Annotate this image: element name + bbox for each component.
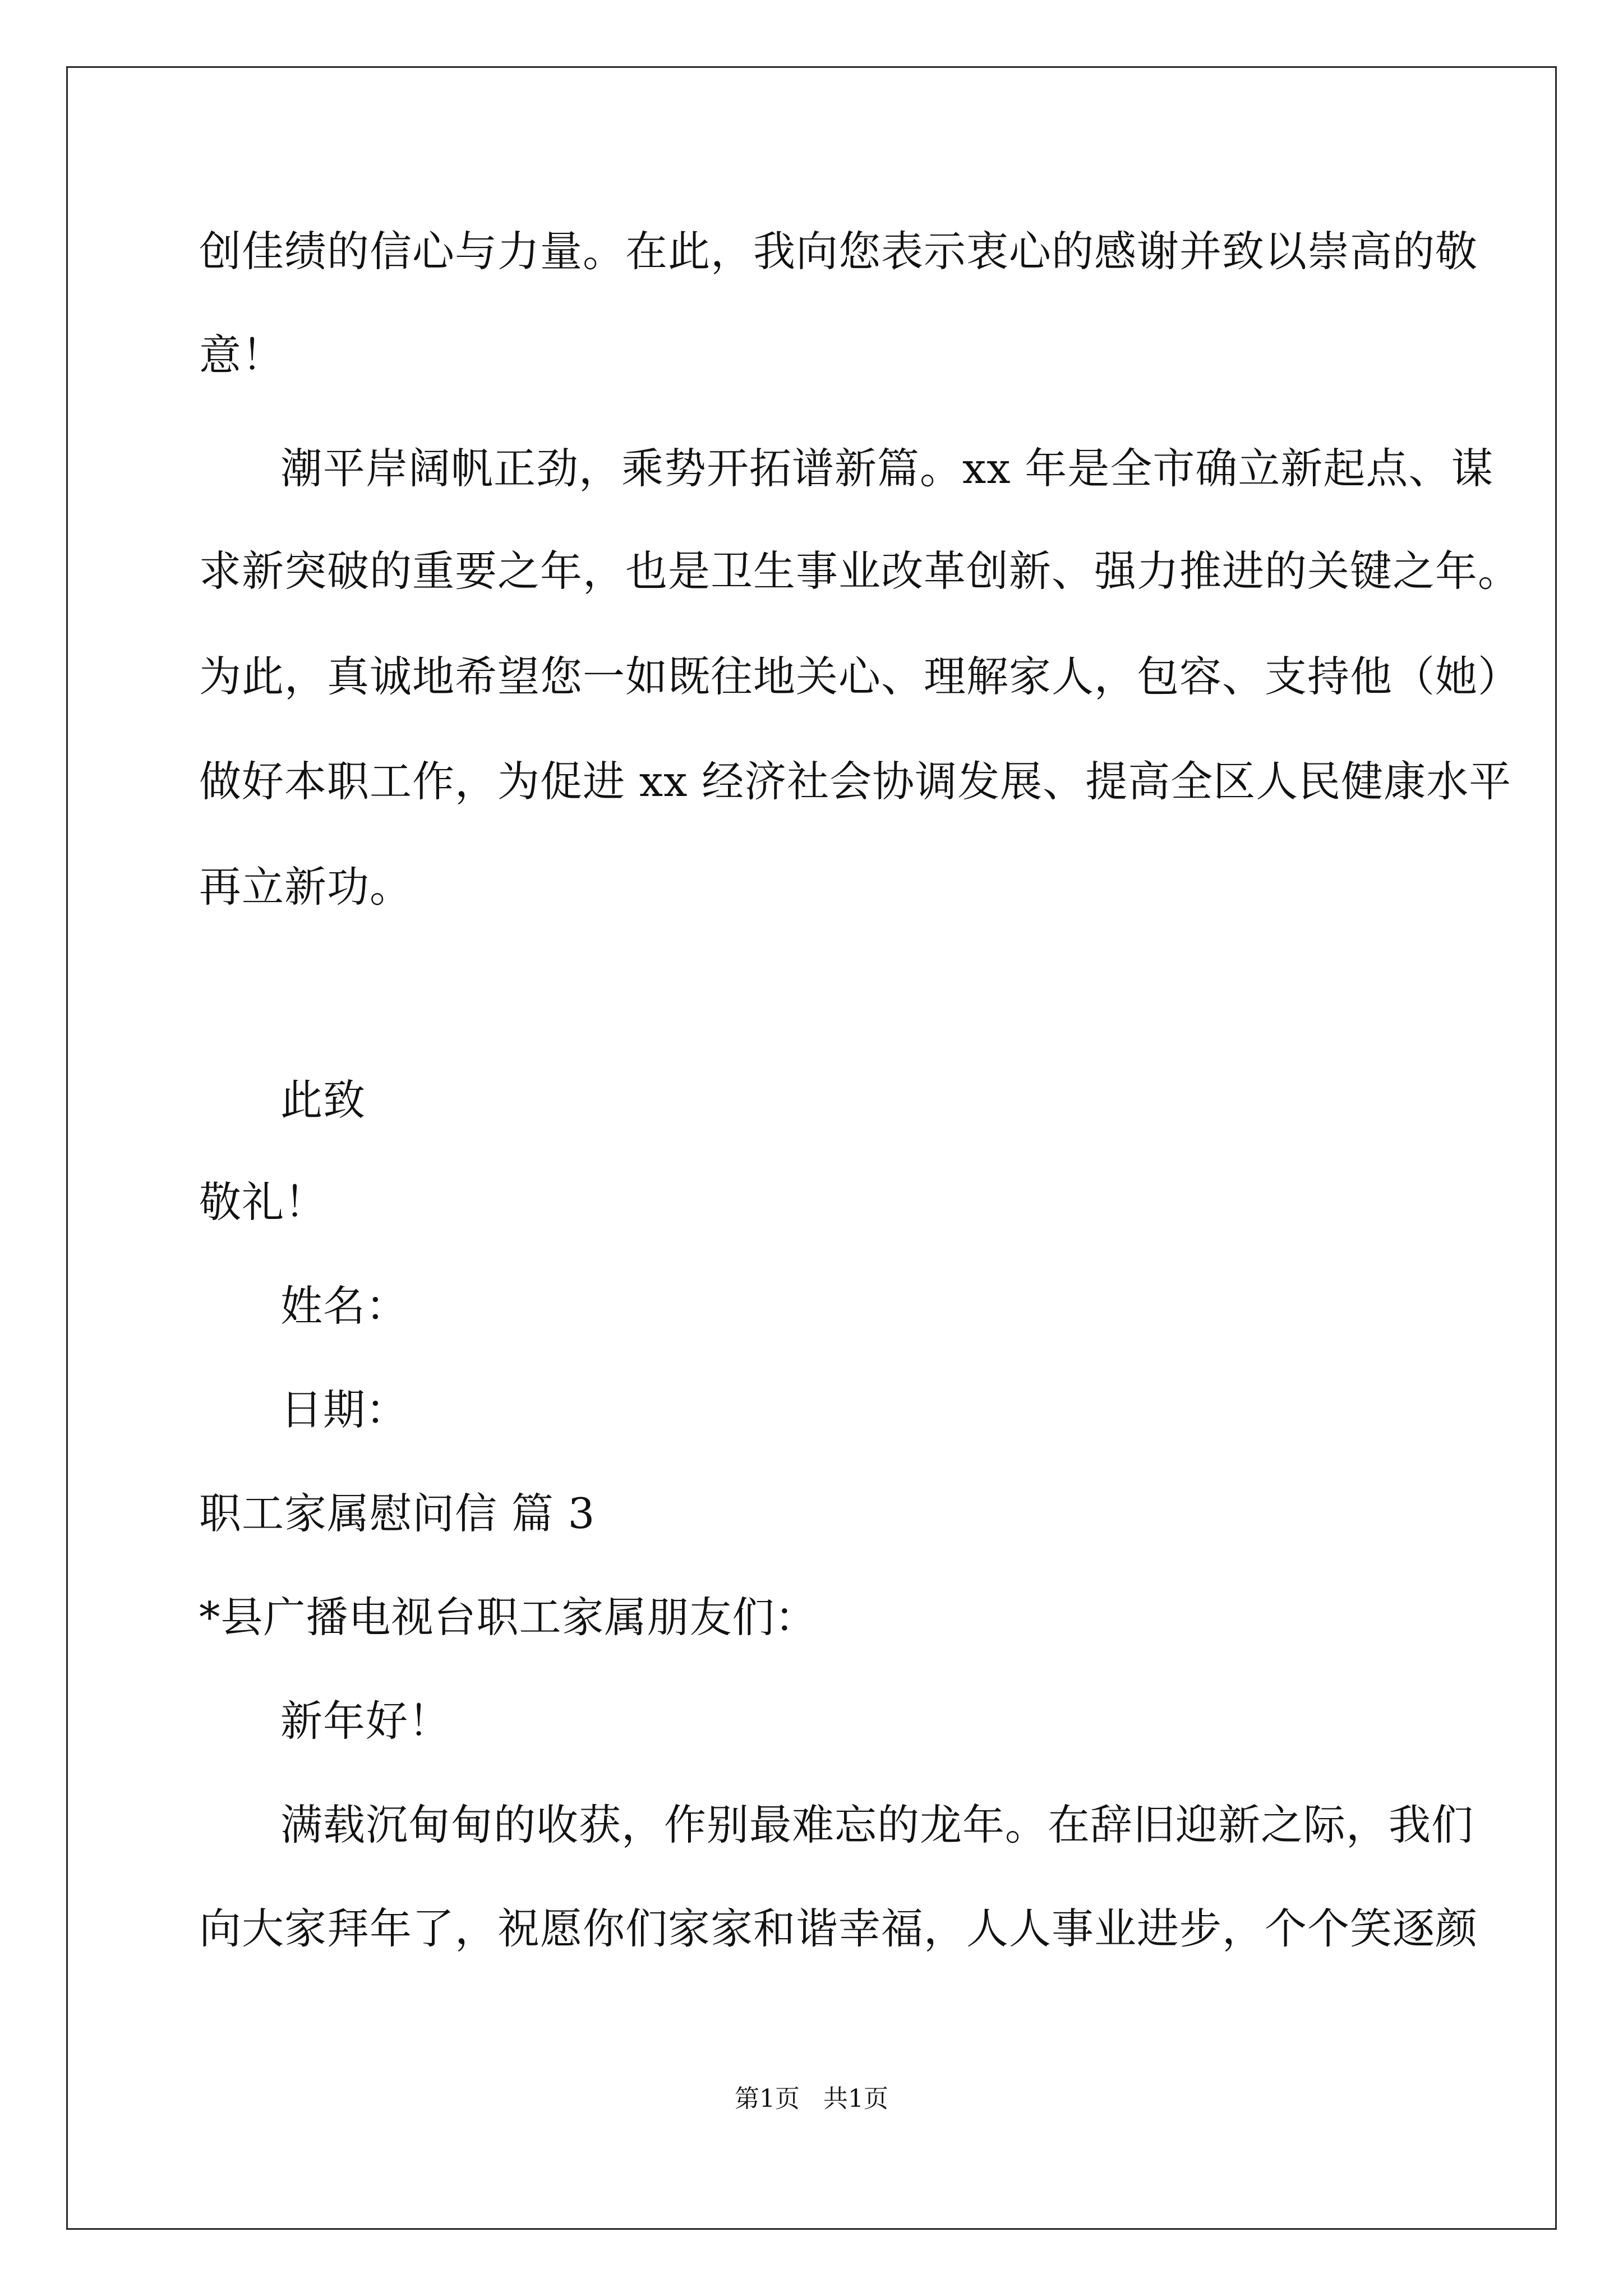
paragraph-line: 创佳绩的信心与力量。在此，我向您表示衷心的感谢并致以崇高的敬 (199, 227, 1478, 276)
paragraph-line: 向大家拜年了，祝愿你们家家和谐幸福，人人事业进步，个个笑逐颜 (199, 1904, 1478, 1953)
paragraph-line: 新年好！ (280, 1696, 451, 1746)
name-label: 姓名： (280, 1281, 409, 1331)
letter-greeting: *县广播电视台职工家属朋友们： (199, 1593, 818, 1642)
paragraph-line: 为此，真诚地希望您一如既往地关心、理解家人，包容、支持他（她） (199, 652, 1521, 701)
date-label: 日期： (280, 1385, 409, 1434)
salutation-line: 敬礼！ (199, 1177, 328, 1227)
section-heading: 职工家属慰问信 篇 3 (199, 1489, 596, 1538)
paragraph-line: 做好本职工作，为促进 xx 经济社会协调发展、提高全区人民健康水平 (199, 757, 1512, 806)
paragraph-line: 意！ (199, 330, 285, 380)
paragraph-line: 再立新功。 (199, 862, 413, 912)
page-footer: 第1页 共1页 (735, 2085, 888, 2113)
paragraph-line: 满载沉甸甸的收获，作别最难忘的龙年。在辞旧迎新之际，我们 (280, 1800, 1474, 1849)
salutation-line: 此致 (280, 1075, 366, 1125)
paragraph-line: 求新突破的重要之年，也是卫生事业改革创新、强力推进的关键之年。 (199, 546, 1521, 596)
paragraph-line: 潮平岸阔帆正劲，乘势开拓谱新篇。xx 年是全市确立新起点、谋 (280, 444, 1494, 493)
